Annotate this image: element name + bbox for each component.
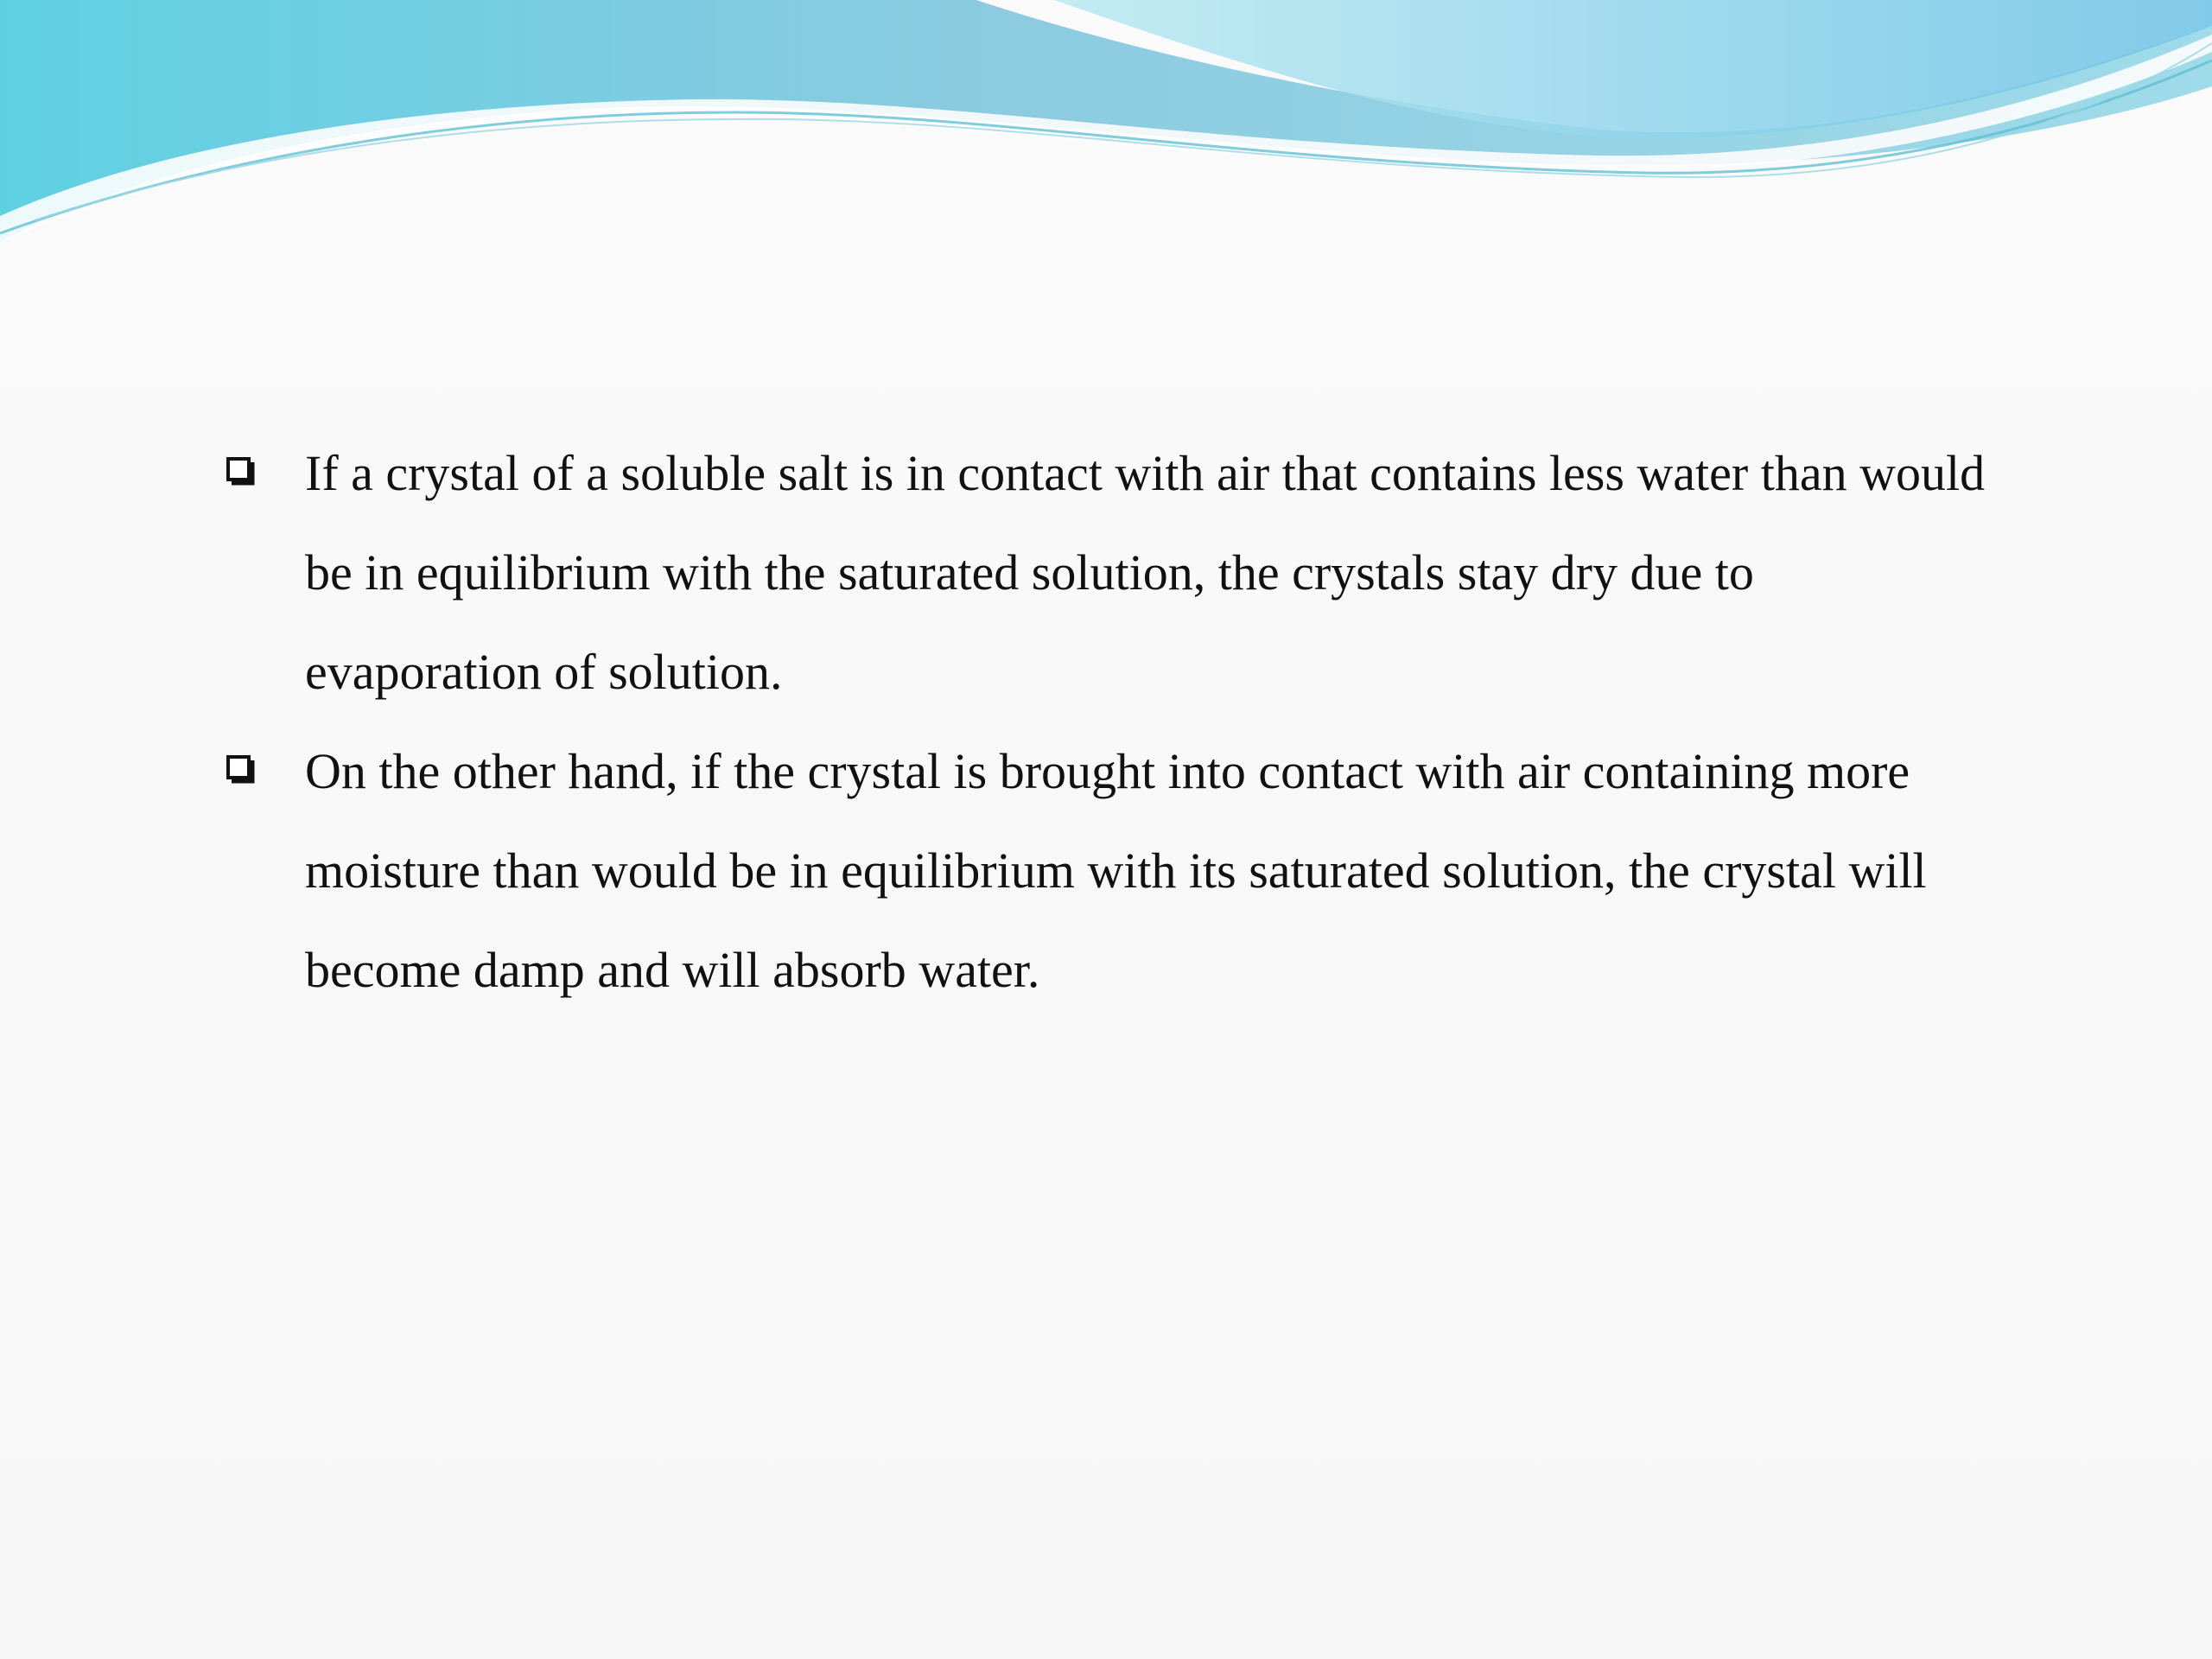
bullet-list bbox=[219, 423, 1999, 1020]
bullet-text: On the other hand, if the crystal is brought into contact with air containing more moisture than would be in equilibrium with its saturated solution, the crystal will become damp and will absorb water. bbox=[305, 743, 1927, 998]
bullet-item bbox=[219, 721, 1999, 1020]
bullet-item bbox=[219, 423, 1999, 721]
square-outline-bullet-icon bbox=[226, 456, 255, 486]
square-outline-bullet-icon bbox=[226, 754, 255, 784]
decorative-wave-header bbox=[0, 0, 2212, 259]
slide-body bbox=[219, 423, 1999, 1020]
bullet-text: If a crystal of a soluble salt is in contact with air that contains less water than would be in equilibrium with the saturated solution, the crystals stay dry due to evaporation of solution. bbox=[305, 445, 1986, 700]
